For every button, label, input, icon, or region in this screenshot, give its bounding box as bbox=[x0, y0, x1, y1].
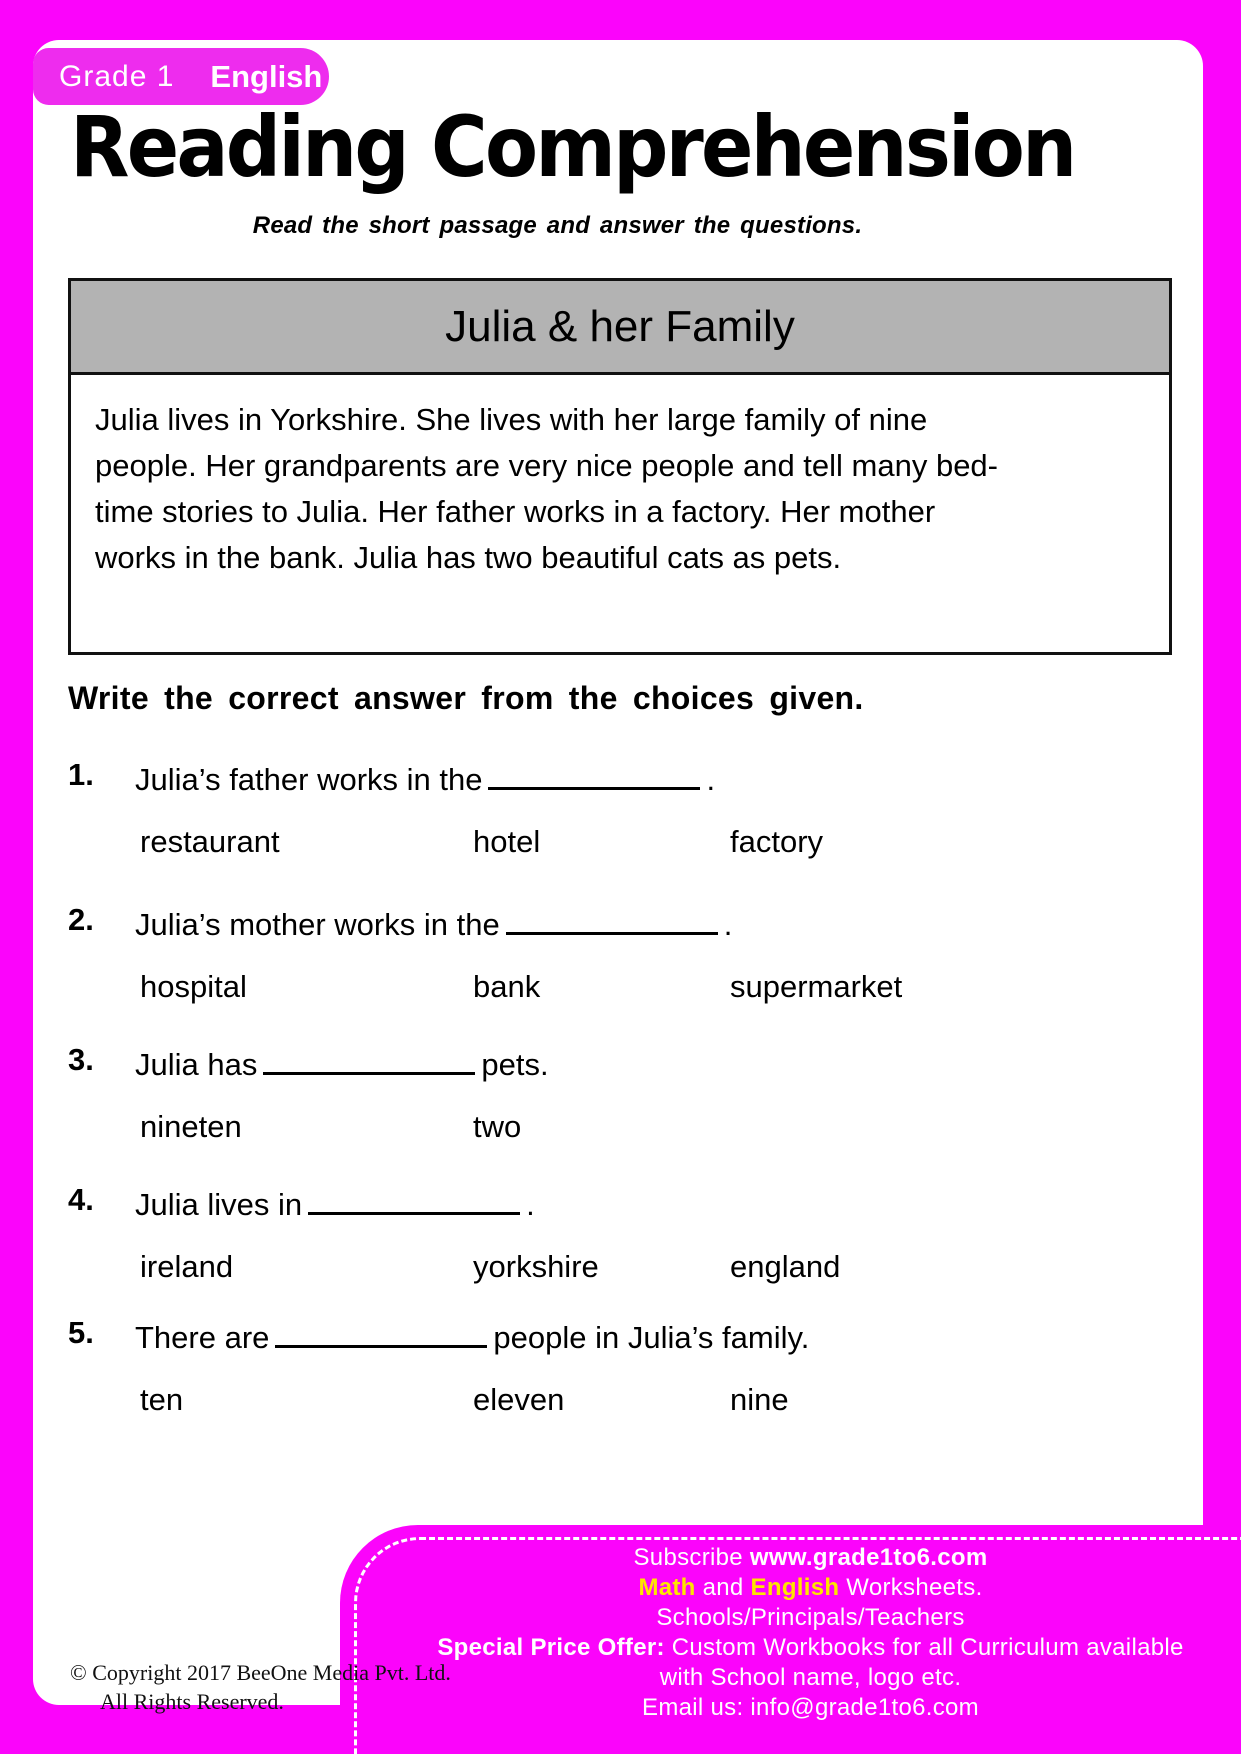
promo-footer-panel bbox=[340, 1525, 1241, 1754]
subject-label: English bbox=[210, 58, 323, 94]
subscribe-line: Subscribe www.grade1to6.com bbox=[633, 1544, 988, 1571]
question-5 bbox=[68, 1315, 1178, 1418]
choices-row bbox=[68, 1249, 1178, 1285]
question-4 bbox=[68, 1182, 1178, 1285]
question-prompt bbox=[68, 1182, 1178, 1223]
question-number: 3. bbox=[68, 1042, 94, 1077]
choices-row bbox=[68, 969, 1178, 1005]
question-prompt bbox=[68, 1315, 1178, 1356]
page-subtitle: Read the short passage and answer the questions. bbox=[252, 212, 863, 239]
offer-line-2: with School name, logo etc. bbox=[659, 1664, 962, 1691]
answer-blank bbox=[263, 1042, 475, 1075]
answer-blank bbox=[488, 757, 700, 790]
passage-title: Julia & her Family bbox=[71, 281, 1169, 375]
question-2 bbox=[68, 902, 1178, 1005]
question-number: 1. bbox=[68, 757, 94, 792]
choice-option: nineten bbox=[140, 1109, 242, 1144]
question-number: 5. bbox=[68, 1315, 94, 1350]
email-line: Email us: info@grade1to6.com bbox=[642, 1694, 979, 1721]
choice-option: england bbox=[730, 1249, 841, 1284]
passage-text: Julia lives in Yorkshire. She lives with her large family of nine people. Her grandparents are very nice people and tell many bed-time stories to Julia. Her father works in a factory. Her mother works in the bank. Julia has two beautiful cats as pets. bbox=[95, 402, 998, 575]
choice-option: restaurant bbox=[140, 824, 280, 859]
audience-line: Schools/Principals/Teachers bbox=[656, 1604, 965, 1631]
question-3 bbox=[68, 1042, 1178, 1145]
question-text: Julia’s mother works in the . bbox=[135, 902, 732, 943]
choice-option: hotel bbox=[473, 824, 541, 859]
question-prompt bbox=[68, 757, 1178, 798]
choices-row bbox=[68, 1109, 1178, 1145]
question-number: 4. bbox=[68, 1182, 94, 1217]
choice-option: two bbox=[473, 1109, 522, 1144]
worksheets-line: Math and English Worksheets. bbox=[638, 1574, 983, 1601]
answer-blank bbox=[275, 1315, 487, 1348]
question-text: Julia has pets. bbox=[135, 1042, 549, 1083]
instruction-heading: Write the correct answer from the choices given. bbox=[68, 680, 864, 716]
passage-body bbox=[71, 375, 1169, 581]
choice-option: yorkshire bbox=[473, 1249, 599, 1284]
choice-option: supermarket bbox=[730, 969, 903, 1004]
choice-option: factory bbox=[730, 824, 824, 859]
question-prompt bbox=[68, 902, 1178, 943]
question-prompt bbox=[68, 1042, 1178, 1083]
offer-line: Special Price Offer: Custom Workbooks for all Curriculum available bbox=[437, 1634, 1184, 1661]
answer-blank bbox=[308, 1182, 520, 1215]
promo-footer-text bbox=[392, 1543, 1229, 1723]
choices-row bbox=[68, 1382, 1178, 1418]
choice-option: nine bbox=[730, 1382, 789, 1417]
question-number: 2. bbox=[68, 902, 94, 937]
choice-option: bank bbox=[473, 969, 541, 1004]
choice-option: ten bbox=[140, 1382, 184, 1417]
question-text: Julia lives in . bbox=[135, 1182, 535, 1223]
passage-box bbox=[68, 278, 1172, 655]
choices-row bbox=[68, 824, 1178, 860]
question-text: There are people in Julia’s family. bbox=[135, 1315, 809, 1356]
question-text: Julia’s father works in the . bbox=[135, 757, 715, 798]
choice-option: eleven bbox=[473, 1382, 565, 1417]
grade-label: Grade 1 bbox=[59, 59, 175, 93]
website-link: www.grade1to6.com bbox=[749, 1544, 988, 1571]
copyright-notice: © Copyright 2017 BeeOne Media Pvt. Ltd. All Rights Reserved. bbox=[70, 1660, 451, 1714]
question-1 bbox=[68, 757, 1178, 860]
page-title: Reading Comprehension bbox=[70, 98, 1075, 196]
choice-option: ireland bbox=[140, 1249, 234, 1284]
grade-subject-badge bbox=[33, 48, 329, 105]
answer-blank bbox=[506, 902, 718, 935]
choice-option: hospital bbox=[140, 969, 247, 1004]
